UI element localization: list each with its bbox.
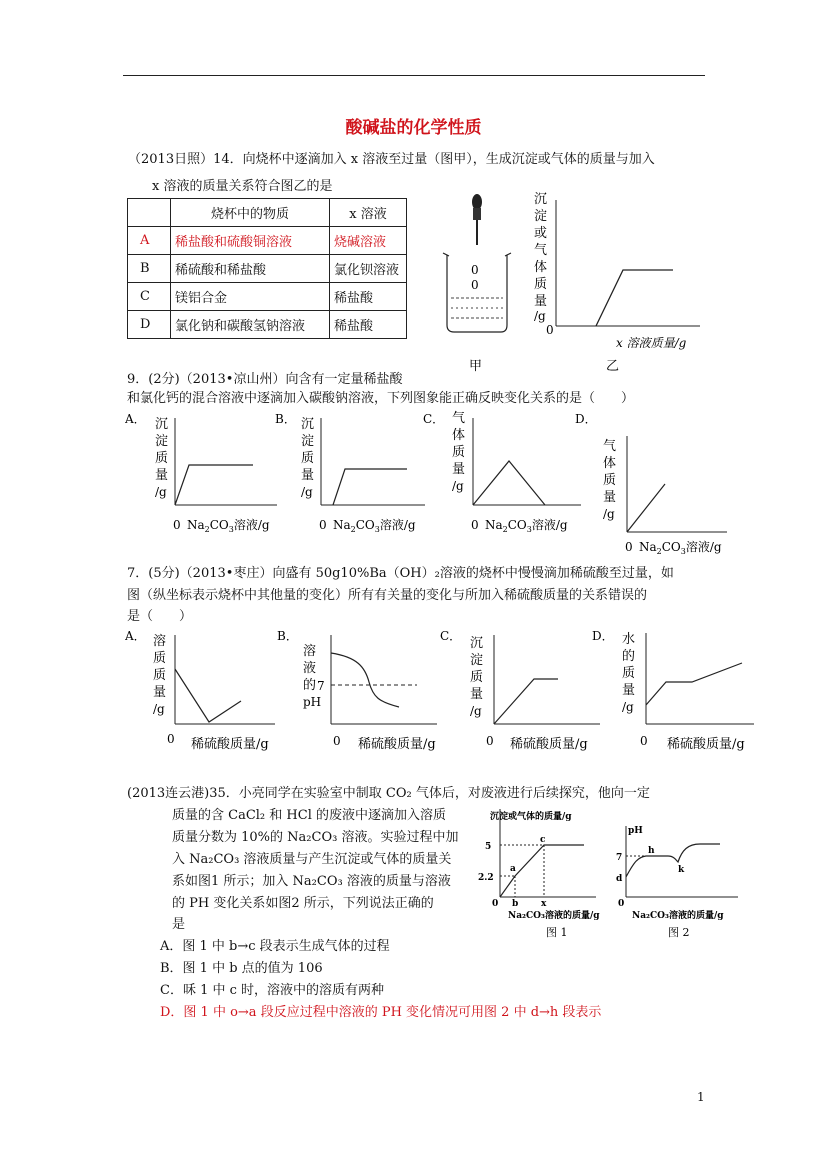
table-row — [128, 199, 407, 227]
series-line — [331, 653, 399, 707]
table-cell: A — [128, 227, 171, 255]
q4-option-a: A．图 1 中 b→c 段表示生成气体的过程 — [160, 939, 390, 954]
origin-label: 0 — [640, 734, 648, 748]
figure-yi-label: 乙 — [606, 359, 620, 374]
q3-line2: 图（纵坐标表示烧杯中其他量的变化）所有有关量的变化与所加入稀硫酸质量的关系错误的 — [127, 588, 648, 603]
q3-graph-c — [440, 627, 605, 755]
series-line — [626, 844, 720, 877]
y-tick-label: 2.2 — [478, 873, 494, 883]
y-tick-label: 5 — [485, 842, 492, 852]
y-axis-label: 沉淀质量/g — [470, 636, 484, 718]
x-axis-label: x 溶液质量/g — [616, 336, 687, 350]
origin-label: 0 — [173, 518, 181, 532]
option-label: D． — [575, 412, 597, 426]
beaker-lip — [443, 253, 511, 256]
table-header-cell — [128, 199, 171, 227]
figure-caption: 图 1 — [546, 926, 568, 939]
q4-option-c: C．咊 1 中 c 时，溶液中的溶质有两种 — [160, 983, 385, 998]
x-axis-label: $Na_2CO_3$溶液/g — [187, 518, 270, 534]
series-line — [333, 469, 407, 505]
q2-graph-b — [275, 410, 435, 535]
origin-label: 0 — [625, 540, 633, 554]
beaker-mark: 0 — [471, 263, 479, 277]
point-label: x — [541, 899, 547, 909]
y-axis-label: pH — [628, 826, 643, 836]
q3-line3: 是（ ） — [127, 609, 193, 624]
y-axis-label: 气体质量/g — [452, 411, 466, 493]
figure-caption: 图 2 — [668, 926, 690, 939]
option-label: A． — [125, 629, 146, 643]
x-axis-label: $Na_2CO_3$溶液/g — [333, 518, 416, 534]
y-axis-label: 水的质量/g — [622, 632, 636, 714]
origin-label: 0 — [486, 734, 494, 748]
q3-line1: 7．(5分)（2013•枣庄）向盛有 50g10%Ba（OH）₂溶液的烧杯中慢慢滴加稀硫酸至过量，如 — [127, 566, 674, 581]
page-title: 酸碱盐的化学性质 — [345, 118, 482, 138]
y-axis-label: 沉淀或气体的质量/g — [490, 812, 572, 822]
series-line — [627, 484, 665, 532]
option-label: B． — [277, 629, 298, 643]
table-header-cell: x 溶液 — [330, 199, 407, 227]
q4-line: 是 — [172, 917, 186, 932]
option-label: C． — [423, 412, 445, 426]
origin-label: 0 — [492, 899, 499, 909]
table-cell: 稀盐酸和硫酸铜溶液 — [171, 227, 330, 255]
q2-line1: 9．(2分)（2013•凉山州）向含有一定量稀盐酸 — [127, 372, 403, 387]
q1-line2: x 溶液的质量关系符合图乙的是 — [152, 179, 333, 194]
q4-line: 质量分数为 10%的 Na₂CO₃ 溶液。实验过程中加 — [172, 830, 459, 845]
origin-label: 0 — [471, 518, 479, 532]
beaker-mark: 0 — [471, 278, 479, 292]
q2-line2: 和氯化钙的混合溶液中逐滴加入碳酸钠溶液，下列图象能正确反映变化关系的是（ ） — [127, 391, 635, 406]
q2-graph-d — [575, 410, 735, 560]
x-axis-label: 稀硫酸质量/g — [510, 737, 588, 752]
table-cell: B — [128, 255, 171, 283]
table-cell: D — [128, 311, 171, 339]
y-axis-label: 沉淀质量/g — [301, 417, 315, 499]
q4-line: 的 PH 变化关系如图2 所示，下列说法正确的 — [172, 896, 434, 911]
table-header-cell: 烧杯中的物质 — [171, 199, 330, 227]
origin-label: 0 — [618, 899, 625, 909]
dropper-bulb — [472, 194, 482, 210]
table-cell: C — [128, 283, 171, 311]
series-line — [175, 465, 253, 505]
table-cell: 稀盐酸 — [330, 311, 407, 339]
origin-label: 0 — [333, 734, 341, 748]
table-cell: 镁铝合金 — [171, 283, 330, 311]
figure-jia-beaker — [435, 190, 525, 375]
series-line — [473, 461, 545, 505]
x-axis-label: $Na_2CO_3$溶液/g — [485, 518, 568, 534]
point-label: d — [616, 874, 623, 884]
table-cell: 稀硫酸和稀盐酸 — [171, 255, 330, 283]
table-cell: 稀盐酸 — [330, 283, 407, 311]
series-line — [646, 663, 742, 705]
q4-option-d: D．图 1 中 o→a 段反应过程中溶液的 PH 变化情况可用图 2 中 d→h 段表示 — [160, 1005, 602, 1020]
origin-label: 0 — [319, 518, 327, 532]
point-label: h — [648, 846, 655, 856]
series-line — [175, 669, 241, 722]
header-rule — [123, 75, 705, 76]
q4-option-b: B．图 1 中 b 点的值为 106 — [160, 961, 323, 976]
page-number: 1 — [697, 1090, 705, 1104]
option-label: C． — [440, 629, 462, 643]
table-cell: 烧碱溶液 — [330, 227, 407, 255]
q4-line: (2013连云港)35．小亮同学在实验室中制取 CO₂ 气体后，对废液进行后续探究，他向一定 — [127, 786, 650, 801]
q3-graph-b — [277, 627, 452, 755]
point-label: a — [510, 864, 516, 874]
q4-line: 质量的含 CaCl₂ 和 HCl 的废液中逐滴加入溶质 — [172, 808, 446, 823]
q2-graph-c — [423, 410, 583, 535]
series-line — [494, 679, 558, 724]
x-axis-label: 稀硫酸质量/g — [358, 737, 436, 752]
table-row — [128, 283, 407, 311]
x-axis-label: 稀硫酸质量/g — [191, 737, 269, 752]
q4-line: 系如图1 所示；加入 Na₂CO₃ 溶液的质量与溶液 — [172, 874, 451, 889]
q4-line: 入 Na₂CO₃ 溶液质量与产生沉淀或气体的质量关 — [172, 852, 452, 867]
q1-table — [127, 198, 407, 339]
table-row — [128, 311, 407, 339]
ph7-tick-label: 7 — [317, 679, 325, 693]
figure-yi-chart — [528, 188, 708, 378]
dropper-neck — [473, 208, 481, 220]
y-axis-label: 溶液的 pH — [303, 644, 322, 709]
point-label: b — [512, 899, 519, 909]
x-axis-label: $Na_2CO_3$溶液/g — [639, 540, 722, 556]
x-axis-label: Na₂CO₃溶液的质量/g — [632, 911, 724, 921]
option-label: B． — [275, 412, 296, 426]
option-label: A． — [125, 412, 146, 426]
point-label: c — [540, 835, 546, 845]
q4-figure-2 — [608, 820, 748, 942]
q3-graph-d — [592, 627, 762, 755]
point-label: k — [678, 865, 685, 875]
option-label: D． — [592, 629, 614, 643]
y-axis-label: 气体质量/g — [603, 439, 617, 521]
table-cell: 氯化钡溶液 — [330, 255, 407, 283]
y-axis-label: 沉淀或气体质量/g — [534, 192, 548, 323]
q3-graph-a — [125, 627, 285, 755]
origin-label: 0 — [167, 732, 175, 746]
origin-label: 0 — [546, 323, 554, 337]
table-cell: 氯化钠和碳酸氢钠溶液 — [171, 311, 330, 339]
y-axis-label: 沉淀质量/g — [155, 417, 169, 499]
q1-line1: （2013日照）14．向烧杯中逐滴加入 x 溶液至过量（图甲），生成沉淀或气体的质量与加入 — [128, 152, 655, 167]
table-row — [128, 227, 407, 255]
x-axis-label: Na₂CO₃溶液的质量/g — [508, 911, 600, 921]
series-line — [596, 270, 673, 326]
x-axis-label: 稀硫酸质量/g — [667, 737, 745, 752]
q4-figure-1 — [472, 805, 602, 943]
y-tick-label: 7 — [616, 853, 623, 863]
figure-jia-label: 甲 — [469, 359, 483, 374]
table-row — [128, 255, 407, 283]
y-axis-label: 溶质质量/g — [153, 634, 167, 716]
q2-graph-a — [125, 410, 280, 535]
